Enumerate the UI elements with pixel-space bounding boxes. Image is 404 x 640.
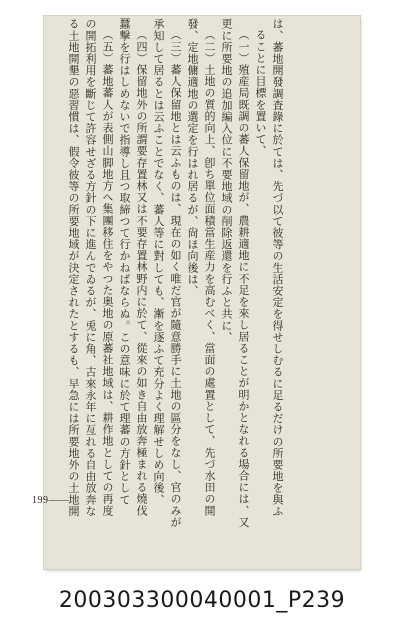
- text-column-6: 發、定地傭適地の選定を行はれ居るが、尙ほ向後は、: [186, 18, 199, 297]
- text-column-3: （一）殖産局既調の蕃人保留地が、農耕適地に不足を來し居ることが明かとなれる場合には、又: [237, 29, 250, 528]
- text-column-5: （二）土地の質的向上、卽ち單位面積當生産力を高むべく、當面の處置として、先づ水田の開: [203, 29, 216, 517]
- text-column-13: る土地開墾の惡習慣は、假令彼等の所要地域が決定されたとするも、早急には所要地外の土地開: [67, 18, 80, 517]
- text-column-1: は、蕃地開發調査錄に於ては、先づ以て彼等の生活安定を得せしむるに足るだけの所要地を與ふ: [271, 18, 284, 517]
- image-caption: 200303300040001_P239: [58, 588, 346, 613]
- vertical-text-block: [62, 18, 286, 528]
- text-column-8: 承知して居るとは云ふことでなく、蕃人等に對しても、漸を逐ふて充分よく理解せしめ向後、: [152, 18, 165, 506]
- text-column-10: 蠶撃を行はしめないで指導し且つ取締つて行かねばならぬ。この意味に於て理蕃の方針として: [118, 18, 131, 506]
- text-column-9: （四）保留地外の所謂要存置林又は不要存置林野内に於て、從來の如き自由放奔極まれる燒伐: [135, 29, 148, 517]
- text-column-2: ることに目標を置いて、: [254, 29, 267, 157]
- text-column-4: 更に所要地の追加編入位に不要地域の削除返還を行ふと共に、: [220, 18, 233, 343]
- text-column-12: の開拓利用を斷じて許容せざる方針の下に進んでゐるが、兎に角、古來永年に亙れる自由放奔な: [84, 18, 97, 517]
- text-column-7: （三）蕃人保留地とは云ふものは、現在の如く唯だ官が隨意勝手に土地の區分をなし、官のみが: [169, 29, 182, 528]
- text-column-11: （五）蕃地蕃人が表側山脚地方へ集團移住をやつた奥地の原蕃社地域は、耕作地としての再度: [101, 29, 114, 517]
- page-number: 199——: [32, 495, 70, 506]
